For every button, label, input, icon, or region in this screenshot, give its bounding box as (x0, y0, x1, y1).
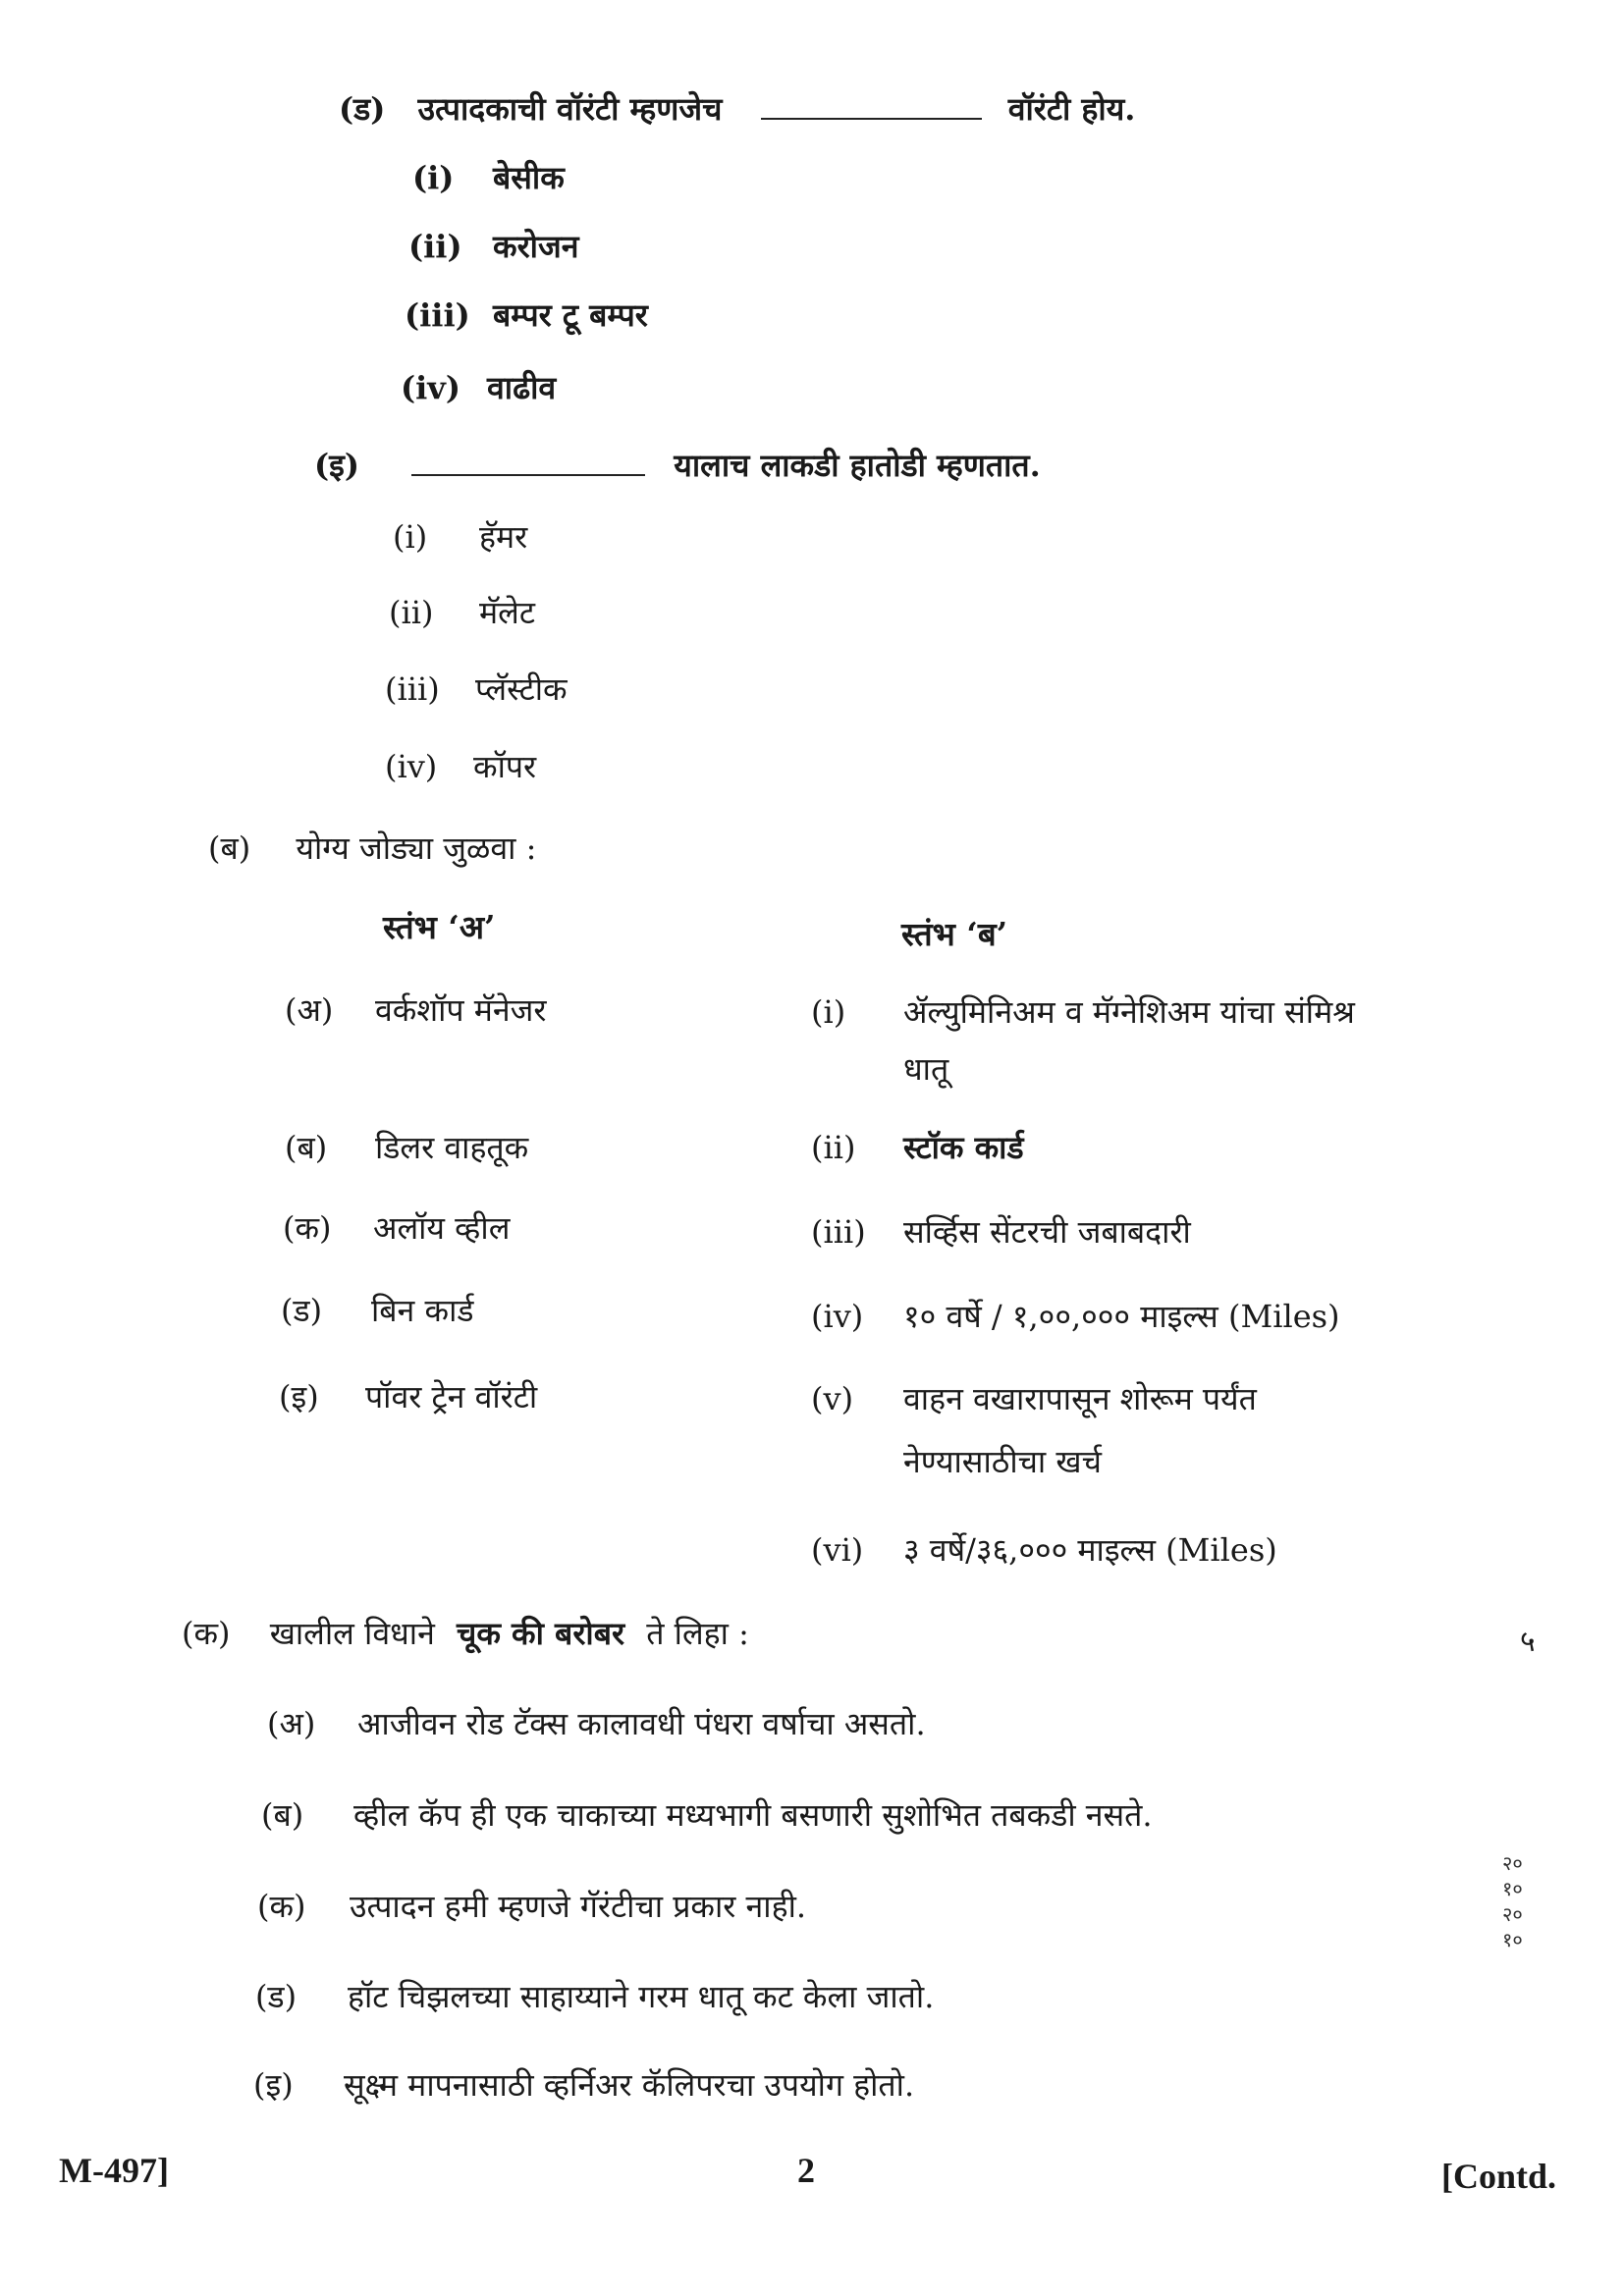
option-text: प्लॅस्टीक (475, 670, 568, 708)
item-text: सूक्ष्म मापनासाठी व्हर्निअर कॅलिपरचा उपयोग होतो. (344, 2066, 915, 2104)
item-number: (अ) (285, 991, 334, 1029)
item-number: (vi) (811, 1531, 864, 1569)
item-text: ॲल्युमिनिअम व मॅग्नेशिअम यांचा संमिश्र (903, 993, 1355, 1031)
truefalse-title-after: ते लिहा : (646, 1615, 749, 1652)
item-number: (iv) (811, 1298, 864, 1335)
column-b-heading: स्तंभ ‘ब’ (901, 915, 1008, 953)
q2-statement (314, 447, 1041, 484)
truefalse-item (261, 1796, 1153, 1834)
column-a-item (279, 1378, 537, 1415)
item-number: (ब) (285, 1129, 328, 1166)
truefalse-item (255, 1978, 934, 2015)
truefalse-title-bold: चूक की बरोबर (457, 1615, 625, 1652)
item-number: (ड) (255, 1978, 298, 2015)
item-number: (क) (283, 1209, 332, 1247)
page-number: 2 (797, 2151, 815, 2190)
q1-text-before: उत्पादकाची वॉरंटी म्हणजेच (417, 90, 723, 128)
column-b-item-continuation: नेण्यासाठीचा खर्च (903, 1443, 1102, 1480)
truefalse-item (267, 1705, 926, 1742)
q2-label: (इ) (314, 447, 359, 484)
column-b-item (811, 1298, 1340, 1335)
truefalse-label: (क) (182, 1615, 231, 1652)
column-a-item (281, 1292, 473, 1329)
option-number: (ii) (408, 228, 462, 265)
option-text: कॉपर (473, 748, 537, 785)
item-text: पॉवर ट्रेन वॉरंटी (365, 1378, 538, 1415)
option-number: (i) (393, 518, 428, 556)
option-text: हॅमर (479, 518, 528, 556)
note-line: १० (1502, 1877, 1523, 1900)
column-b-item (811, 1129, 1024, 1166)
item-text: सर्व्हिस सेंटरची जबाबदारी (903, 1213, 1191, 1251)
option-text: बेसीक (493, 159, 565, 196)
item-text: स्टॉक कार्ड (903, 1129, 1024, 1166)
option-number: (ii) (389, 594, 434, 631)
column-b-item (811, 1531, 1277, 1569)
item-number: (iii) (811, 1213, 866, 1251)
item-text: अलॉय व्हील (373, 1209, 511, 1247)
item-text: डिलर वाहतूक (375, 1129, 529, 1166)
item-number: (इ) (253, 2066, 294, 2104)
note-line: २० (1502, 1902, 1523, 1926)
item-text: उत्पादन हमी म्हणजे गॅरंटीचा प्रकार नाही. (350, 1888, 807, 1925)
column-a-item (285, 1129, 528, 1166)
match-label: (ब) (208, 829, 251, 867)
item-text: १० वर्षे / १,००,००० माइल्स (Miles) (903, 1298, 1340, 1335)
q2-option (385, 670, 568, 708)
item-text: वर्कशॉप मॅनेजर (375, 991, 547, 1029)
option-number: (iv) (401, 369, 461, 406)
margin-handwritten-note (1502, 1850, 1523, 1952)
item-text: आजीवन रोड टॅक्स कालावधी पंधरा वर्षाचा असतो. (357, 1705, 926, 1742)
column-a-item (283, 1209, 510, 1247)
option-text: बम्पर टू बम्पर (493, 296, 648, 334)
option-number: (iii) (405, 296, 470, 334)
q1-text-after: वॉरंटी होय. (1007, 90, 1136, 128)
item-number: (i) (811, 993, 846, 1031)
item-number: (अ) (267, 1705, 316, 1742)
item-text: व्हील कॅप ही एक चाकाच्या मध्यभागी बसणारी सुशोभित तबकडी नसते. (353, 1796, 1153, 1834)
item-number: (क) (257, 1888, 306, 1925)
item-number: (इ) (279, 1378, 319, 1415)
truefalse-item (253, 2066, 914, 2104)
q1-option (408, 228, 578, 265)
q2-option (389, 594, 535, 631)
q2-text-after: यालाच लाकडी हातोडी म्हणतात. (674, 447, 1041, 484)
column-a-heading: स्तंभ ‘अ’ (383, 908, 496, 946)
note-line: १० (1502, 1928, 1523, 1951)
item-number: (ii) (811, 1129, 856, 1166)
option-number: (iv) (385, 748, 438, 785)
match-heading (208, 829, 536, 867)
option-text: करोजन (493, 228, 579, 265)
column-b-item (811, 993, 1355, 1031)
match-title: योग्य जोड्या जुळवा : (296, 829, 537, 867)
truefalse-title-before: खालील विधाने (269, 1615, 435, 1652)
item-text: वाहन वखारापासून शोरूम पर्यंत (903, 1380, 1257, 1417)
item-text: बिन कार्ड (371, 1292, 474, 1329)
q1-option (405, 296, 648, 334)
q1-option (412, 159, 565, 196)
column-b-item (811, 1380, 1257, 1417)
option-number: (iii) (385, 670, 440, 708)
item-number: (v) (811, 1380, 854, 1417)
q2-option (393, 518, 527, 556)
marks: ५ (1520, 1625, 1536, 1659)
item-number: (ड) (281, 1292, 323, 1329)
item-text: ३ वर्षे/३६,००० माइल्स (Miles) (903, 1531, 1277, 1569)
column-b-item-continuation: धातू (903, 1050, 949, 1088)
option-text: वाढीव (487, 369, 557, 406)
q1-statement (339, 90, 1135, 128)
paper-code: M-497] (59, 2151, 169, 2190)
continued-marker: [Contd. (1441, 2157, 1557, 2196)
q1-label: (ड) (339, 90, 386, 128)
q1-blank (761, 118, 982, 120)
column-b-item (811, 1213, 1191, 1251)
truefalse-heading (182, 1615, 749, 1652)
note-line: २० (1502, 1851, 1523, 1875)
item-number: (ब) (261, 1796, 304, 1834)
q2-blank (411, 474, 645, 476)
option-text: मॅलेट (479, 594, 535, 631)
q1-option (401, 369, 556, 406)
q2-option (385, 748, 536, 785)
column-a-item (285, 991, 547, 1029)
truefalse-item (257, 1888, 806, 1925)
item-text: हॉट चिझलच्या साहाय्याने गरम धातू कट केला जातो. (348, 1978, 935, 2015)
option-number: (i) (412, 159, 455, 196)
